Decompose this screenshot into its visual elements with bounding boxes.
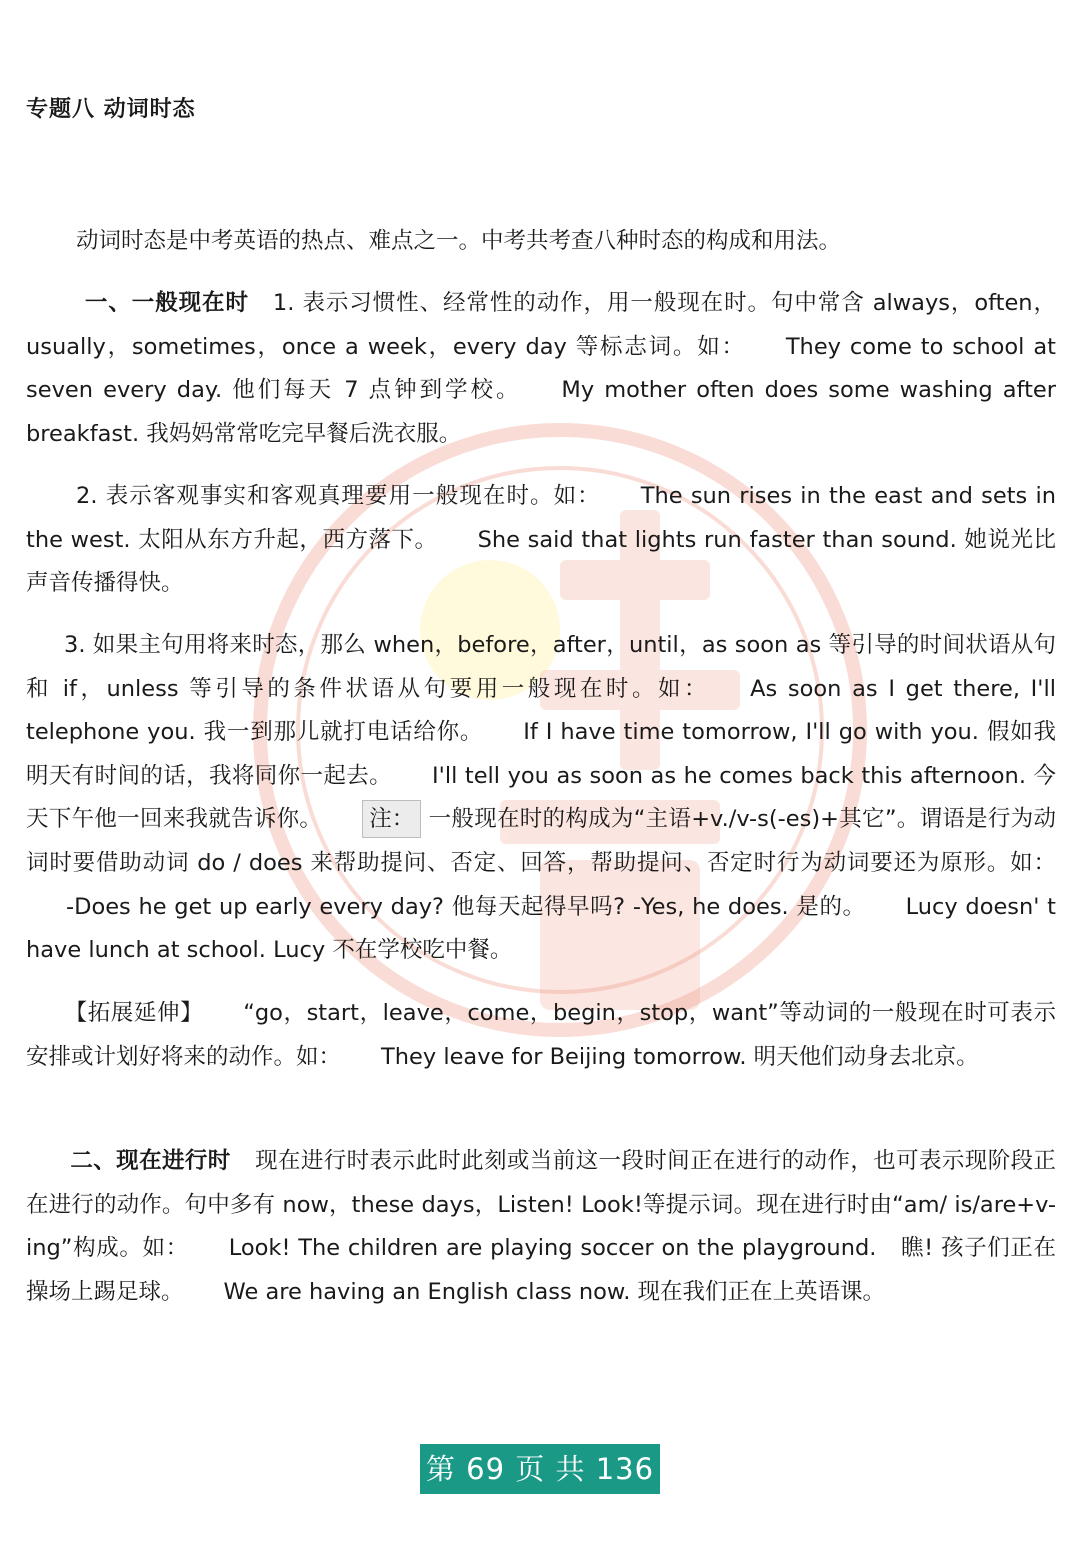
section-title-simple-present: 一、一般现在时 [84,290,249,316]
example-12: Look! The children are playing soccer on the playground. [228,1235,877,1262]
example-12-translation: 瞧! 孩子们正在操场上踢足球。 [26,1235,1057,1305]
example-5: As soon as I get there, I'll telephone you. 我一到那儿就打电话给你。 [26,675,1056,746]
section-present-continuous [26,1140,1056,1314]
example-3: The sun rises in the east and sets in the west. 太阳从东方升起，西方落下。 [26,483,1056,553]
example-13: We are having an English class now. 现在我们正在上英语课。 [223,1278,886,1305]
extension-paragraph [26,992,1056,1079]
rule-1-text: 1. 表示习惯性、经常性的动作，用一般现在时。句中常含 always，often，usually，sometimes，once a week，every day 等标志词。如： [26,290,1056,360]
example-10: Lucy doesn' t have lunch at school. Lucy 不在学校吃中餐。 [26,893,1057,964]
section-simple-present-p3 [26,624,1056,973]
intro-paragraph [26,220,1056,264]
section-simple-present-p2 [26,475,1056,606]
section-title-present-continuous: 二、现在进行时 [70,1148,231,1174]
note-label: 注： [362,800,421,838]
note-text: 一般现在时的构成为“主语+v./v-s(-es)+其它”。谓语是行为动词时要借助动词 do / does 来帮助提问、否定、回答，帮助提问、否定时行为动词要还为原形。如： [26,806,1056,876]
extension-label: 【拓展延伸】 [64,1000,204,1026]
rule-3-text: 3. 如果主句用将来时态，那么 when，before，after，until，as soon as 等引导的时间状语从句和 if，unless 等引导的条件状语从句要用一般现在时。如： [26,632,1056,702]
example-2: My mother often does some washing after breakfast. 我妈妈常常吃完早餐后洗衣服。 [26,377,1056,447]
example-7: I'll tell you as soon as he comes back this afternoon. 今天下午他一回来我就告诉你。 [26,762,1056,833]
rule-4-text: 现在进行时表示此时此刻或当前这一段时间正在进行的动作，也可表示现阶段正在进行的动作。句中多有 now，these days，Listen! Look!等提示词。现在进行时由“am/ is/are+v-ing”构成。如： [26,1148,1056,1262]
example-4: She said that lights run faster than sound. 她说光比声音传播得快。 [26,526,1056,597]
section-simple-present-p1 [26,282,1056,456]
page-title: 专题八 动词时态 [26,97,196,122]
example-11: They leave for Beijing tomorrow. 明天他们动身去北京。 [381,1043,979,1070]
example-1: They come to school at seven every day. 他们每天 7 点钟到学校。 [26,333,1056,404]
example-6: If I have time tomorrow, I'll go with you. 假如我明天有时间的话，我将同你一起去。 [26,719,1057,789]
rule-2-text: 2. 表示客观事实和客观真理要用一般现在时。如： [76,483,601,509]
example-9: -Yes, he does. 是的。 [632,893,866,920]
page-number-badge: 第 69 页 共 136 页 [420,1444,660,1494]
extension-text: “go，start，leave，come，begin，stop，want”等动词的一般现在时可表示安排或计划好将来的动作。如： [26,1000,1056,1070]
intro-text: 动词时态是中考英语的热点、难点之一。中考共考查八种时态的构成和用法。 [76,228,842,254]
example-8: -Does he get up early every day? 他每天起得早吗? [66,893,626,920]
